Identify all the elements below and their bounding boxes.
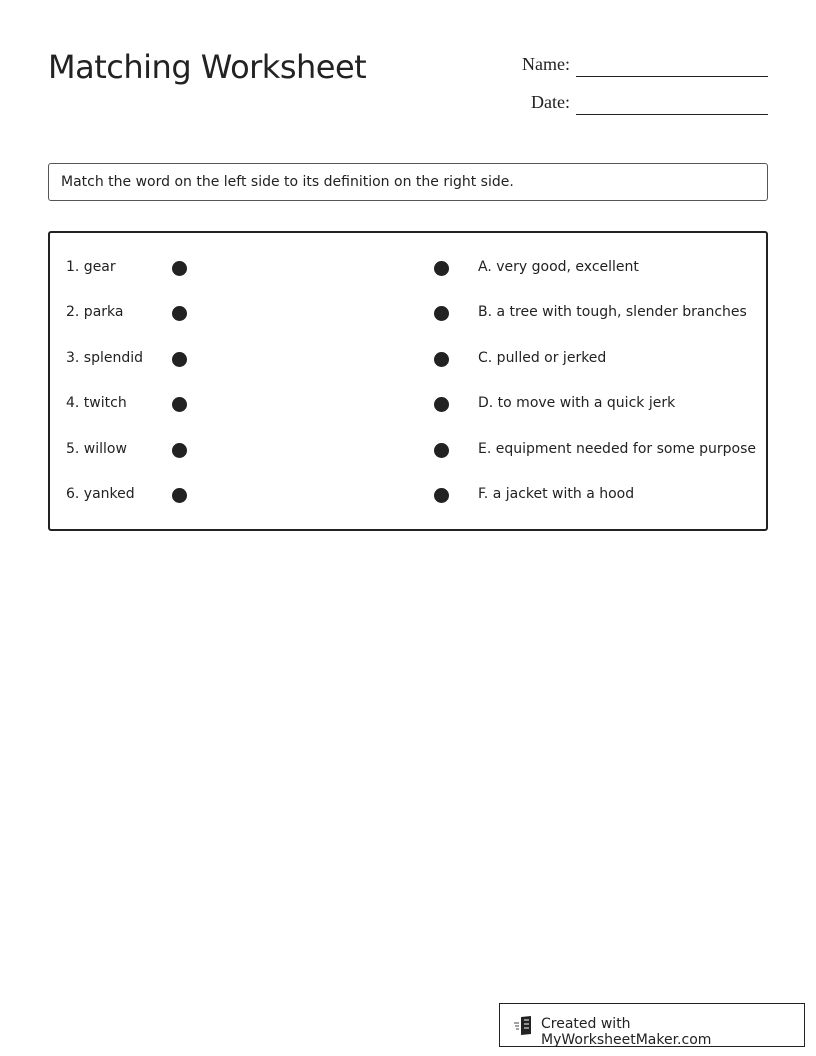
definition: D. to move with a quick jerk: [478, 395, 676, 411]
definition: C. pulled or jerked: [478, 350, 607, 366]
definition-dot[interactable]: [434, 352, 449, 367]
word-dot[interactable]: [172, 306, 187, 321]
word-dot[interactable]: [172, 261, 187, 276]
word-dot[interactable]: [172, 488, 187, 503]
definition-dot[interactable]: [434, 443, 449, 458]
definition: E. equipment needed for some purpose: [478, 441, 757, 457]
date-label: Date:: [531, 92, 570, 112]
footer-badge: [499, 1003, 805, 1047]
word: 6. yanked: [66, 486, 135, 502]
name-label: Name:: [522, 54, 570, 74]
word: 4. twitch: [66, 395, 127, 411]
page-title: Matching Worksheet: [48, 48, 367, 86]
definition-dot[interactable]: [434, 397, 449, 412]
match-row: [50, 395, 766, 415]
date-line: [576, 114, 768, 115]
instructions: Match the word on the left side to its definition on the right side.: [48, 163, 768, 201]
definition-dot[interactable]: [434, 488, 449, 503]
definition: F. a jacket with a hood: [478, 486, 635, 502]
match-row: [50, 441, 766, 461]
word: 2. parka: [66, 304, 124, 320]
word: 5. willow: [66, 441, 127, 457]
match-row: [50, 486, 766, 506]
word-dot[interactable]: [172, 397, 187, 412]
match-row: [50, 259, 766, 279]
matching-box: [48, 231, 768, 531]
definition: A. very good, excellent: [478, 259, 639, 275]
definition: B. a tree with tough, slender branches: [478, 304, 747, 320]
name-line: [576, 76, 768, 77]
logo-icon: [514, 1015, 536, 1039]
definition-dot[interactable]: [434, 261, 449, 276]
match-row: [50, 304, 766, 324]
footer-text: Created with MyWorksheetMaker.com: [541, 1016, 712, 1048]
word-dot[interactable]: [172, 443, 187, 458]
word: 1. gear: [66, 259, 116, 275]
definition-dot[interactable]: [434, 306, 449, 321]
word-dot[interactable]: [172, 352, 187, 367]
word: 3. splendid: [66, 350, 144, 366]
match-row: [50, 350, 766, 370]
